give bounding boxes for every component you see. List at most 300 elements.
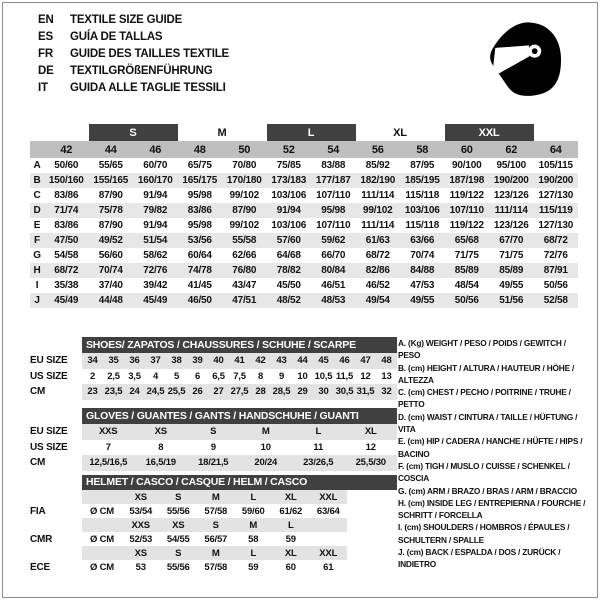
- shoes-value-cell: 24,5: [145, 384, 166, 400]
- row-label-cell: CM: [30, 457, 46, 469]
- shoes-value-cell: 28,5: [271, 384, 292, 400]
- shoes-row: [30, 369, 397, 385]
- shoes-value-cell: 45: [313, 353, 334, 369]
- measure-value-cell: 46/50: [178, 293, 223, 308]
- helmet-row: [30, 560, 397, 574]
- helmet-value-cell: 59: [285, 533, 296, 545]
- spacer-cell: [30, 141, 44, 158]
- language-code: DE: [38, 65, 54, 77]
- measure-value-cell: 45/49: [44, 293, 89, 308]
- measure-value-cell: 90/100: [452, 160, 482, 171]
- shoes-value-cell: 39: [187, 353, 208, 369]
- measure-row-H: [30, 263, 578, 278]
- measure-value-cell: 71/75: [499, 250, 524, 261]
- helmet-value-cell: 54/55: [166, 533, 190, 545]
- gloves-row: [30, 424, 397, 440]
- helmet-value-cell: XXL: [310, 490, 348, 504]
- shoes-value-cell: 42: [250, 353, 271, 369]
- shoes-value-cell: 4: [152, 370, 159, 382]
- measure-value-cell: 115/119: [534, 203, 579, 218]
- size-group-label: M: [217, 126, 227, 139]
- measure-value-cell: 48/52: [267, 293, 312, 308]
- measure-value-cell: 119/122: [449, 220, 484, 231]
- measure-value-cell: 51/56: [489, 293, 534, 308]
- shoes-value-cell: 8: [257, 370, 264, 382]
- helmet-value-cell: 60: [285, 561, 296, 573]
- shoes-value-cell: 36: [124, 353, 145, 369]
- shoes-value-cell: 25,5: [166, 384, 187, 400]
- legend-item: I. (cm) SHOULDERS / HOMBROS / ÉPAULES / SCHULTERN / SPALLE: [398, 522, 570, 545]
- measure-value-cell: 182/190: [356, 173, 401, 188]
- measure-value-cell: 82/86: [356, 263, 401, 278]
- euro-size-cell: 44: [89, 141, 134, 158]
- row-letter-cell: E: [33, 220, 41, 231]
- measure-value-cell: 91/94: [143, 220, 168, 231]
- shoes-value-cell: 23: [82, 384, 103, 400]
- measure-value-cell: 60/70: [143, 160, 168, 171]
- helmet-value-cell: 52/53: [129, 533, 153, 545]
- measure-value-cell: 47/50: [44, 233, 89, 248]
- measure-value-cell: 48/53: [311, 293, 356, 308]
- measure-value-cell: 57/60: [267, 233, 312, 248]
- measure-value-cell: 87/90: [222, 203, 267, 218]
- measure-value-cell: 170/180: [222, 173, 267, 188]
- gloves-value-cell: 25,5/30: [345, 455, 398, 471]
- measure-value-cell: 41/45: [187, 280, 212, 291]
- shoes-value-cell: 27: [208, 384, 229, 400]
- standard-label-cell: [30, 546, 82, 560]
- measure-value-cell: 185/195: [400, 173, 445, 188]
- measure-value-cell: 107/110: [445, 203, 490, 218]
- measure-value-cell: 165/175: [178, 173, 223, 188]
- shoes-value-cell: 29: [292, 384, 313, 400]
- helmet-value-cell: XXS: [122, 518, 160, 532]
- measure-value-cell: 50/56: [445, 293, 490, 308]
- measure-value-cell: 53/56: [178, 233, 223, 248]
- measure-value-cell: 107/110: [316, 220, 351, 231]
- gloves-value-cell: 20/24: [240, 455, 293, 471]
- helmet-value-cell: XL: [272, 490, 310, 504]
- language-row: [38, 46, 229, 63]
- helmet-value-cell: 59/60: [241, 505, 265, 517]
- measure-value-cell: 66/70: [321, 250, 346, 261]
- helmet-row: [30, 546, 397, 560]
- language-title: GUÍA DE TALLAS: [70, 31, 163, 43]
- shoes-row: [30, 384, 397, 400]
- measure-value-cell: 119/122: [449, 190, 484, 201]
- shoes-value-cell: 26: [187, 384, 208, 400]
- language-title: GUIDE DES TAILLES TEXTILE: [70, 48, 229, 60]
- measure-value-cell: 99/102: [229, 190, 259, 201]
- helmet-row: [30, 518, 397, 532]
- measure-value-cell: 83/86: [178, 203, 223, 218]
- measure-value-cell: 72/76: [133, 263, 178, 278]
- helmet-value-cell: L: [272, 518, 310, 532]
- measure-value-cell: 45/50: [276, 280, 301, 291]
- measure-row-F: [30, 233, 578, 248]
- measure-value-cell: 46/52: [365, 280, 390, 291]
- measure-value-cell: 65/68: [445, 233, 490, 248]
- measure-value-cell: 75/85: [276, 160, 301, 171]
- shoes-value-cell: 23,5: [103, 384, 124, 400]
- helmet-row: [30, 504, 397, 518]
- helmet-value-cell: 55/56: [166, 505, 190, 517]
- helmet-value-cell: 53/54: [129, 505, 153, 517]
- measure-value-cell: 83/88: [321, 160, 346, 171]
- measure-value-cell: 85/89: [489, 263, 534, 278]
- measure-value-cell: 103/106: [271, 220, 307, 231]
- gloves-row: [30, 440, 397, 456]
- filler-cell: [347, 560, 397, 574]
- language-code: EN: [38, 14, 54, 26]
- measure-value-cell: 62/66: [232, 250, 257, 261]
- shoes-value-cell: 46: [334, 353, 355, 369]
- legend-item: C. (cm) CHEST / PECHO / POITRINE / TRUHE / PETTO: [398, 387, 571, 410]
- language-row: [38, 29, 229, 46]
- euro-size-cell: 50: [222, 141, 267, 158]
- shoes-value-cell: 13: [381, 370, 392, 382]
- measure-value-cell: 67/70: [489, 233, 534, 248]
- measure-value-cell: 54/58: [54, 250, 79, 261]
- measure-value-cell: 95/98: [187, 190, 212, 201]
- row-letter-cell: F: [30, 233, 44, 248]
- shoes-value-cell: 10,5: [314, 370, 333, 382]
- gloves-value-cell: 12: [365, 441, 376, 453]
- language-title: GUIDA ALLE TAGLIE TESSILI: [70, 82, 226, 94]
- measure-value-cell: 43/47: [232, 280, 257, 291]
- helmet-row: [30, 490, 397, 504]
- filler-cell: [347, 518, 397, 532]
- filler-cell: [347, 504, 397, 518]
- measure-value-cell: 115/118: [405, 190, 440, 201]
- measure-value-cell: 71/74: [44, 203, 89, 218]
- measure-value-cell: 70/74: [410, 250, 435, 261]
- measure-value-cell: 47/51: [222, 293, 267, 308]
- measure-value-cell: 87/90: [98, 220, 123, 231]
- unit-cell: Ø CM: [89, 533, 114, 545]
- language-header: [38, 12, 229, 97]
- standard-label-cell: ECE: [30, 561, 50, 573]
- helmet-value-cell: [310, 532, 348, 546]
- helmet-value-cell: S: [197, 518, 235, 532]
- measure-row-C: [30, 188, 578, 203]
- measure-value-cell: 55/65: [98, 160, 123, 171]
- measure-value-cell: 99/102: [356, 203, 401, 218]
- shoes-value-cell: 24: [124, 384, 145, 400]
- measure-value-cell: 95/98: [311, 203, 356, 218]
- measure-value-cell: 91/94: [143, 190, 168, 201]
- measure-value-cell: 52/58: [534, 293, 579, 308]
- measure-value-cell: 35/38: [54, 280, 79, 291]
- measure-value-cell: 177/187: [311, 173, 356, 188]
- euro-size-cell: 48: [178, 141, 223, 158]
- shoes-value-cell: 48: [376, 353, 397, 369]
- legend-item: A. (Kg) WEIGHT / PESO / POIDS / GEWITCH / PESO: [398, 338, 566, 361]
- helmet-value-cell: XS: [122, 546, 160, 560]
- measure-value-cell: 44/48: [89, 293, 134, 308]
- gloves-value-cell: 7: [105, 441, 111, 453]
- measure-value-cell: 105/115: [538, 160, 573, 171]
- shoes-value-cell: 30,5: [334, 384, 355, 400]
- measure-value-cell: 91/94: [267, 203, 312, 218]
- filler-cell: [347, 532, 397, 546]
- gloves-value-cell: XS: [135, 424, 188, 440]
- measure-value-cell: 99/102: [229, 220, 259, 231]
- helmet-value-cell: 53: [135, 561, 146, 573]
- measure-row-E: [30, 218, 578, 233]
- language-row: [38, 80, 229, 97]
- shoes-value-cell: 10: [297, 370, 308, 382]
- measure-value-cell: 74/78: [178, 263, 223, 278]
- helmet-value-cell: M: [197, 490, 235, 504]
- shoes-value-cell: 2: [89, 370, 96, 382]
- shoes-value-cell: 5: [173, 370, 180, 382]
- measure-value-cell: 84/88: [400, 263, 445, 278]
- measure-value-cell: 70/74: [89, 263, 134, 278]
- shoes-value-cell: 9: [278, 370, 285, 382]
- measure-value-cell: 49/55: [499, 280, 524, 291]
- textile-size-table: [30, 124, 578, 308]
- measure-value-cell: 103/106: [400, 203, 445, 218]
- measure-value-cell: 155/165: [89, 173, 134, 188]
- standard-label-cell: CMR: [30, 533, 53, 545]
- measure-value-cell: 64/68: [276, 250, 301, 261]
- measure-value-cell: 150/160: [44, 173, 89, 188]
- measure-value-cell: 51/54: [133, 233, 178, 248]
- measure-value-cell: 87/90: [98, 190, 123, 201]
- measure-value-cell: 63/66: [400, 233, 445, 248]
- shoes-value-cell: 28: [250, 384, 271, 400]
- measure-value-cell: 78/82: [267, 263, 312, 278]
- shoes-size-table: [30, 353, 397, 400]
- shoes-value-cell: 6,5: [212, 370, 225, 382]
- row-label-cell: CM: [30, 386, 46, 398]
- euro-size-cell: 56: [356, 141, 401, 158]
- helmet-value-cell: M: [235, 518, 273, 532]
- measure-value-cell: 70/80: [232, 160, 257, 171]
- measure-value-cell: 83/86: [54, 220, 79, 231]
- euro-size-cell: 42: [44, 141, 89, 158]
- measure-value-cell: 72/76: [543, 250, 568, 261]
- measure-value-cell: 87/91: [534, 263, 579, 278]
- measure-value-cell: 123/126: [493, 220, 529, 231]
- measure-value-cell: 68/72: [534, 233, 579, 248]
- gloves-value-cell: 9: [210, 441, 216, 453]
- helmet-value-cell: 61: [323, 561, 334, 573]
- euro-size-cell: 52: [267, 141, 312, 158]
- measure-value-cell: 37/40: [98, 280, 123, 291]
- measure-value-cell: 71/75: [454, 250, 479, 261]
- measure-value-cell: 173/183: [267, 173, 312, 188]
- helmet-section-title: HELMET / CASCO / CASQUE / HELM / CASCO: [82, 475, 397, 490]
- shoes-value-cell: 40: [208, 353, 229, 369]
- measure-value-cell: 103/106: [271, 190, 307, 201]
- spacer-cell: [534, 124, 579, 141]
- measure-value-cell: 48/54: [454, 280, 479, 291]
- euro-size-cell: 54: [311, 141, 356, 158]
- language-row: [38, 12, 229, 29]
- helmet-value-cell: L: [235, 490, 273, 504]
- measure-row-I: [30, 278, 578, 293]
- helmet-value-cell: 57/58: [204, 505, 228, 517]
- row-label-cell: US SIZE: [30, 441, 68, 453]
- helmet-value-cell: XL: [272, 546, 310, 560]
- measure-row-B: [30, 173, 578, 188]
- language-title: TEXTILGRÖßENFÜHRUNG: [70, 65, 213, 77]
- shoes-value-cell: 2,5: [107, 370, 120, 382]
- measure-value-cell: 56/60: [98, 250, 123, 261]
- euro-size-cell: 46: [133, 141, 178, 158]
- measure-value-cell: 115/118: [405, 220, 440, 231]
- euro-size-cell: 64: [534, 141, 579, 158]
- measure-value-cell: 47/53: [410, 280, 435, 291]
- measure-value-cell: 127/130: [538, 190, 574, 201]
- helmet-value-cell: 61/62: [279, 505, 303, 517]
- language-code: ES: [38, 31, 53, 43]
- measure-value-cell: 58/62: [143, 250, 168, 261]
- measure-value-cell: 83/86: [54, 190, 79, 201]
- euro-size-cell: 62: [489, 141, 534, 158]
- measure-value-cell: 85/89: [445, 263, 490, 278]
- gloves-value-cell: 16,5/19: [135, 455, 188, 471]
- measure-value-cell: 60/64: [187, 250, 212, 261]
- legend-item: G. (cm) ARM / BRAZO / BRAS / ARM / BRACCIO: [398, 485, 578, 496]
- measure-value-cell: 190/200: [489, 173, 534, 188]
- unit-cell: Ø CM: [89, 561, 114, 573]
- measure-value-cell: 65/75: [187, 160, 212, 171]
- measure-value-cell: 79/82: [133, 203, 178, 218]
- helmet-value-cell: XS: [160, 518, 198, 532]
- row-letter-cell: G: [33, 250, 41, 261]
- measure-value-cell: 111/114: [489, 203, 534, 218]
- gloves-value-cell: S: [187, 424, 240, 440]
- helmet-row: [30, 532, 397, 546]
- row-label-cell: EU SIZE: [30, 426, 68, 438]
- unit-cell: [82, 490, 122, 504]
- row-letter-cell: C: [33, 190, 41, 201]
- measure-value-cell: 160/170: [133, 173, 178, 188]
- helmet-value-cell: 59: [248, 561, 259, 573]
- size-group-row: [30, 124, 578, 141]
- shoes-value-cell: 32: [376, 384, 397, 400]
- row-label-cell: US SIZE: [30, 370, 68, 382]
- standard-label-cell: [30, 490, 82, 504]
- helmet-value-cell: [310, 518, 348, 532]
- gloves-value-cell: 23/26,5: [292, 455, 345, 471]
- row-letter-cell: J: [30, 293, 44, 308]
- row-letter-cell: H: [30, 263, 44, 278]
- helmet-value-cell: M: [197, 546, 235, 560]
- euro-size-row: [30, 141, 578, 158]
- measure-row-A: [30, 158, 578, 173]
- helmet-value-cell: 58: [248, 533, 259, 545]
- gloves-section-title: GLOVES / GUANTES / GANTS / HANDSCHUHE / GUANTI: [82, 408, 397, 424]
- helmet-value-cell: 57/58: [204, 561, 228, 573]
- language-title: TEXTILE SIZE GUIDE: [70, 14, 183, 26]
- gloves-value-cell: 11: [313, 441, 324, 453]
- shoes-value-cell: 34: [82, 353, 103, 369]
- row-letter-cell: B: [30, 173, 44, 188]
- gloves-value-cell: 8: [158, 441, 164, 453]
- measure-value-cell: 39/42: [143, 280, 168, 291]
- size-group-label: XL: [393, 126, 407, 139]
- measure-value-cell: 45/49: [133, 293, 178, 308]
- legend-item: H. (cm) INSIDE LEG / ENTREPIERNA / FOURCHE / SCHRITT / FORCELLA: [398, 497, 586, 521]
- shoes-section-title: SHOES/ ZAPATOS / CHAUSSURES / SCHUHE / SCARPE: [82, 337, 397, 353]
- standard-label-cell: FIA: [30, 505, 46, 517]
- helmet-icon: [483, 18, 565, 104]
- measure-value-cell: 75/78: [89, 203, 134, 218]
- measure-value-cell: 87/95: [410, 160, 435, 171]
- shoes-value-cell: 44: [292, 353, 313, 369]
- unit-cell: [82, 518, 122, 532]
- unit-cell: Ø CM: [89, 505, 114, 517]
- measure-value-cell: 55/58: [222, 233, 267, 248]
- shoes-value-cell: 3,5: [128, 370, 141, 382]
- gloves-value-cell: XXS: [82, 424, 135, 440]
- helmet-size-table: [30, 490, 397, 574]
- size-group-label: XXL: [445, 124, 534, 141]
- spacer-cell: [30, 124, 89, 141]
- standard-label-cell: [30, 518, 82, 532]
- shoes-value-cell: 7,5: [233, 370, 246, 382]
- euro-size-cell: 60: [445, 141, 490, 158]
- measure-value-cell: 190/200: [534, 173, 579, 188]
- helmet-value-cell: XXL: [310, 546, 348, 560]
- measure-value-cell: 59/62: [311, 233, 356, 248]
- shoes-row: [30, 353, 397, 369]
- euro-size-cell: 58: [400, 141, 445, 158]
- measure-value-cell: 80/84: [311, 263, 356, 278]
- measurement-legend: [398, 337, 588, 571]
- helmet-value-cell: XS: [122, 490, 160, 504]
- language-code: IT: [38, 82, 48, 94]
- measure-row-G: [30, 248, 578, 263]
- helmet-value-cell: S: [160, 546, 198, 560]
- row-label-cell: EU SIZE: [30, 355, 68, 367]
- measure-value-cell: 46/51: [321, 280, 346, 291]
- shoes-value-cell: 6: [194, 370, 201, 382]
- shoes-value-cell: 38: [166, 353, 187, 369]
- gloves-value-cell: L: [292, 424, 345, 440]
- shoes-value-cell: 31,5: [355, 384, 376, 400]
- row-letter-cell: A: [33, 160, 41, 171]
- gloves-value-cell: 12,5/16,5: [82, 455, 135, 471]
- measure-value-cell: 123/126: [493, 190, 529, 201]
- measure-value-cell: 61/63: [356, 233, 401, 248]
- measure-value-cell: 107/110: [316, 190, 351, 201]
- filler-cell: [347, 490, 397, 504]
- gloves-value-cell: 18/21,5: [187, 455, 240, 471]
- shoes-value-cell: 35: [103, 353, 124, 369]
- shoes-value-cell: 27,5: [229, 384, 250, 400]
- shoes-value-cell: 47: [355, 353, 376, 369]
- measure-value-cell: 68/72: [365, 250, 390, 261]
- shoes-value-cell: 41: [229, 353, 250, 369]
- helmet-value-cell: 55/56: [166, 561, 190, 573]
- helmet-value-cell: 56/57: [204, 533, 228, 545]
- legend-item: F. (cm) TIGH / MUSLO / CUISSE / SCHENKEL / COSCIA: [398, 460, 570, 484]
- measure-value-cell: 50/60: [54, 160, 79, 171]
- shoes-value-cell: 12: [360, 370, 371, 382]
- size-group-label: S: [89, 124, 178, 141]
- shoes-value-cell: 43: [271, 353, 292, 369]
- unit-cell: [82, 546, 122, 560]
- helmet-value-cell: 63/64: [316, 505, 340, 517]
- legend-item: J. (cm) BACK / ESPALDA / DOS / ZURÜCK / INDIETRO: [398, 547, 561, 570]
- measure-value-cell: 49/55: [400, 293, 445, 308]
- measure-row-J: [30, 293, 578, 308]
